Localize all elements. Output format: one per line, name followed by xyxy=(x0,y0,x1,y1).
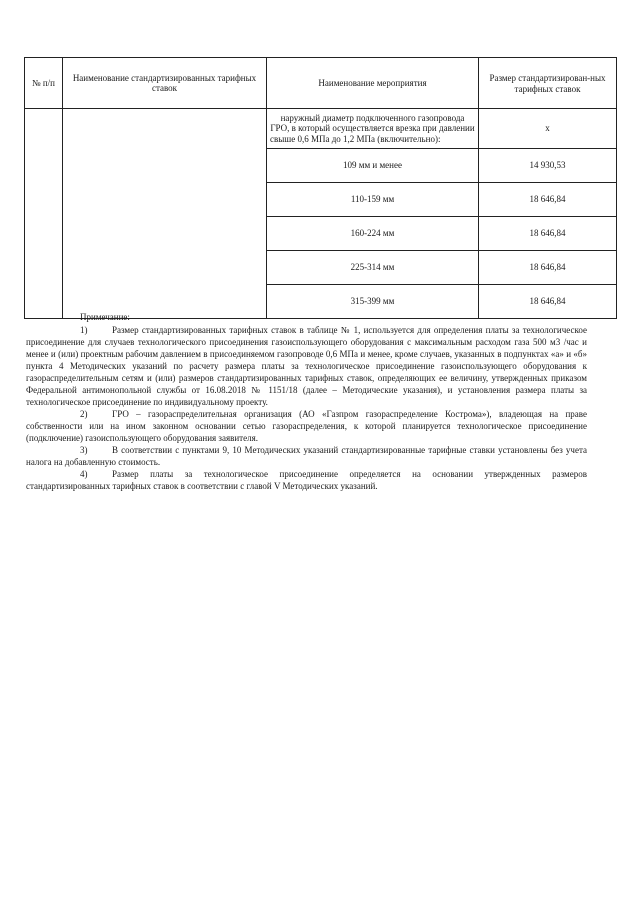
rate-value-cell: 18 646,84 xyxy=(479,183,617,217)
rate-value-cell: 18 646,84 xyxy=(479,285,617,319)
note-number: 3) xyxy=(80,445,88,455)
description-value-cell: х xyxy=(479,109,617,149)
empty-num-cell xyxy=(25,109,63,319)
note-text: ГРО – газораспределительная организация (АО «Газпром газораспределение Кострома»), владеющая на праве собственности или на ином законном основании сетью газораспределения, к которой планируется технологическое присоединение (подключение) газоиспользующего оборудования заявителя. xyxy=(26,409,587,443)
diameter-range-cell: 225-314 мм xyxy=(267,251,479,285)
diameter-range-cell: 110-159 мм xyxy=(267,183,479,217)
note-text: В соответствии с пунктами 9, 10 Методических указаний стандартизированные тарифные ставки установлены без учета налога на добавленную стоимость. xyxy=(26,445,587,467)
header-num: № п/п xyxy=(25,58,63,109)
description-cell: наружный диаметр подключенного газопровода ГРО, в который осуществляется врезка при давлении свыше 0,6 МПа до 1,2 МПа (включительно): xyxy=(267,109,479,149)
note-item xyxy=(26,444,587,468)
tariff-rates-table xyxy=(24,57,617,319)
note-number: 4) xyxy=(80,469,88,479)
header-event-name: Наименование мероприятия xyxy=(267,58,479,109)
diameter-range-cell: 109 мм и менее xyxy=(267,149,479,183)
note-text: Размер стандартизированных тарифных ставок в таблице № 1, используется для определения платы за технологическое присоединение для случаев технологического присоединения газоиспользующего оборудования с максимальным расходом газа 500 м3 /час и менее и (или) проектным рабочим давлением в присоединяемом газопроводе 0,6 МПа и менее, кроме случаев, указанных в подпунктах «а» и «б» пункта 4 Методических указаний по расчету размера платы за технологическое присоединение газоиспользующего оборудования к газораспределительным сетям и (или) размеров стандартизированных тарифных ставок, определяющих ее величину, утвержденных приказом Федеральной антимонопольной службы от 16.08.2018 № 1151/18 (далее – Методические указания), и установления размера платы за технологическое присоединение по индивидуальному проекту. xyxy=(26,325,587,407)
note-item xyxy=(26,324,587,408)
rate-value-cell: 18 646,84 xyxy=(479,251,617,285)
table-header-row xyxy=(25,58,617,109)
notes-title: Примечание: xyxy=(80,312,130,322)
notes-section xyxy=(26,311,587,492)
rate-value-cell: 18 646,84 xyxy=(479,217,617,251)
diameter-range-cell: 160-224 мм xyxy=(267,217,479,251)
note-text: Размер платы за технологическое присоединение определяется на основании утвержденных размеров стандартизированных тарифных ставок в соответствии с главой V Методических указаний. xyxy=(26,469,587,491)
note-item xyxy=(26,408,587,444)
note-item xyxy=(26,468,587,492)
empty-rate-name-cell xyxy=(63,109,267,319)
table-row xyxy=(25,109,617,149)
note-number: 2) xyxy=(80,409,88,419)
header-rate-name: Наименование стандартизированных тарифных ставок xyxy=(63,58,267,109)
note-number: 1) xyxy=(80,325,88,335)
diameter-range-cell: 315-399 мм xyxy=(267,285,479,319)
header-rate-size: Размер стандартизирован-ных тарифных ставок xyxy=(479,58,617,109)
rate-value-cell: 14 930,53 xyxy=(479,149,617,183)
